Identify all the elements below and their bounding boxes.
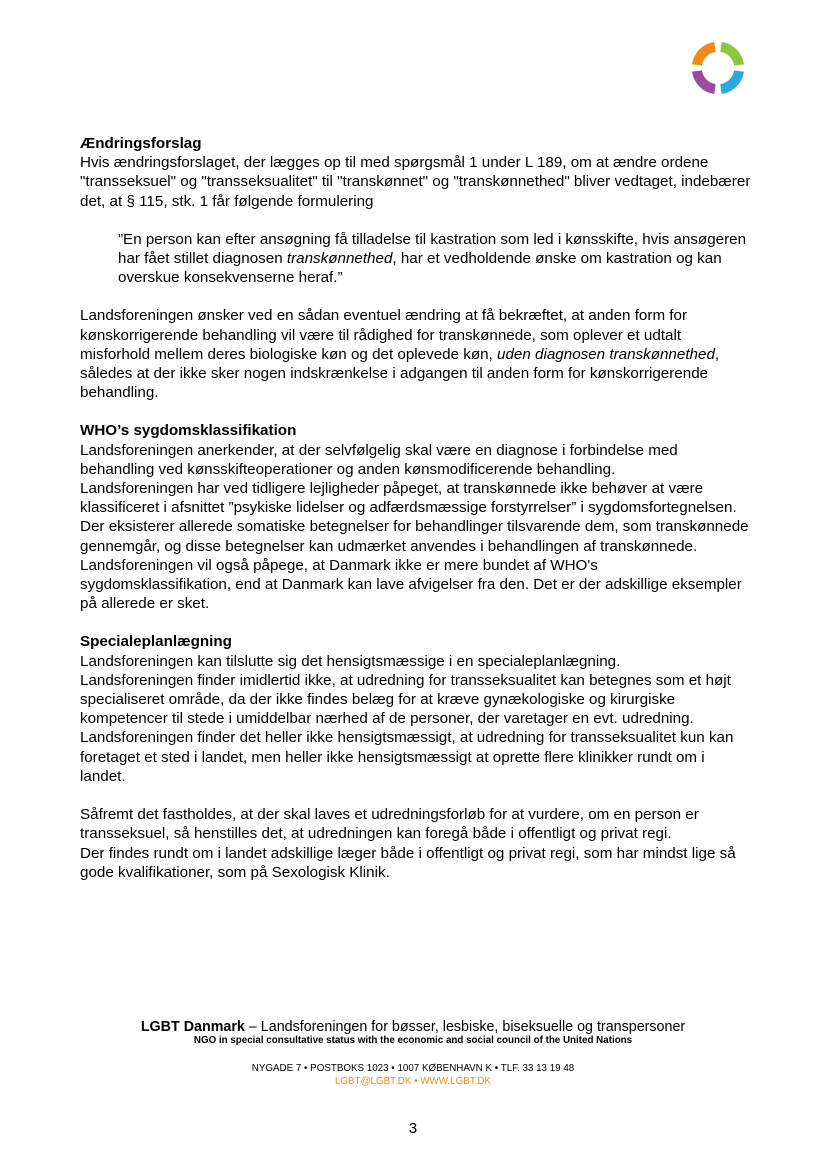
page-number: 3 xyxy=(408,1120,418,1137)
footer-separator: • xyxy=(411,1076,421,1087)
paragraph: Landsforeningen anerkender, at der selvfølgelig skal være en diagnose i forbindelse med behandling ved kønsskifteoperationer og anden kønsmodificerende behandling. xyxy=(80,441,678,478)
paragraph: Landsforeningen finder imidlertid ikke, at udredning for transseksualitet kan betegnes som et højt specialiseret område, da der ikke findes belæg for at kræve gynækologiske og kirurgiske kompetencer til stede i umiddelbar nærhed af de personer, der varetager en evt. udredning. xyxy=(80,671,731,728)
footer-address: NYGADE 7 • POSTBOKS 1023 • 1007 KØBENHAVN K • TLF. 33 13 19 48 xyxy=(251,1063,575,1074)
paragraph xyxy=(80,306,752,402)
footer-ngo-status: NGO in special consultative status with the economic and social council of the United Nations xyxy=(193,1035,633,1046)
heading-who: WHO’s sygdomsklassifikation xyxy=(80,422,297,440)
paragraph: Såfremt det fastholdes, at der skal laves et udredningsforløb for at vurdere, om en person er transseksuel, så henstilles det, at udredningen kan foregå både i offentligt og privat regi. xyxy=(80,806,699,843)
footer-web-link[interactable]: WWW.LGBT.DK xyxy=(420,1076,491,1087)
footer-org-name: LGBT Danmark xyxy=(140,1019,245,1035)
footer-org-description: – Landsforeningen for bøsser, lesbiske, biseksuelle og transpersoner xyxy=(244,1019,686,1035)
paragraph: Hvis ændringsforslaget, der lægges op til med spørgsmål 1 under L 189, om at ændre ordene "transseksuel" og "transseksualitet" til "transkønnet" og "transkønnethed" bliver vedtaget, indebærer det, at § 115, stk. 1 får følgende formulering xyxy=(80,154,751,210)
paragraph: Der findes rundt om i landet adskillige læger både i offentligt og privat regi, som har mindst lige så gode kvalifikationer, som på Sexologisk Klinik. xyxy=(80,844,736,881)
text: , således at der ikke sker nogen indskrænkelse i adgangen til anden form for kønskorrigerende behandling. xyxy=(80,345,720,402)
footer-contact xyxy=(0,1075,826,1088)
document-body xyxy=(80,134,752,882)
lgbt-danmark-logo xyxy=(688,38,748,98)
paragraph: Landsforeningen har ved tidligere lejligheder påpeget, at transkønnede ikke behøver at være klassificeret i afsnittet ”psykiske lidelser og adfærdsmæssige forstyrrelser” i sygdomsfortegnelsen. Der eksisterer allerede somatiske betegnelser for behandlinger tilsvarende dem, som transkønnede gennemgår, og disse betegnelser kan udmærket anvendes i behandlingen af transkønnede. xyxy=(80,480,749,555)
paragraph: Landsforeningen vil også påpege, at Danmark ikke er mere bundet af WHO's sygdomsklassifikation, end at Danmark kan lave afvigelser fra den. Det er der adskillige eksempler på allerede er sket. xyxy=(80,556,742,613)
logo-arc-orange xyxy=(697,47,715,65)
quoted-formulation xyxy=(118,230,752,288)
italic-text: uden diagnosen transkønnethed xyxy=(497,345,715,363)
quote-text: ”En person kan efter ansøgning få tilladelse til kastration som led i kønsskifte, hvis ansøgeren har fået stillet diagnosen xyxy=(118,230,747,268)
logo-arc-purple xyxy=(697,71,715,89)
heading-aendringsforslag: Ændringsforslag xyxy=(80,135,202,152)
quote-italic: transkønnethed xyxy=(286,250,393,268)
logo-arc-blue xyxy=(721,71,739,89)
heading-specialeplanlaegning: Specialeplanlægning xyxy=(80,633,232,651)
quote-text: , har et vedholdende ønske om kastration og kan overskue konsekvenserne heraf.” xyxy=(118,250,722,287)
paragraph: Landsforeningen finder det heller ikke hensigtsmæssigt, at udredning for transseksualitet kun kan foretaget et sted i landet, men heller ikke hensigtsmæssigt at oprette flere klinikker rundt om i landet. xyxy=(80,729,734,785)
paragraph: Landsforeningen kan tilslutte sig det hensigtsmæssige i en specialeplanlægning. xyxy=(80,652,621,670)
text: Landsforeningen ønsker ved en sådan eventuel ændring at få bekræftet, at anden form for kønskorrigerende behandling vil være til rådighed for transkønnede, som oplever et udtalt misforhold mellem deres biologiske køn og det oplevede køn, xyxy=(80,307,688,363)
footer-email-link[interactable]: LGBT@LGBT.DK xyxy=(334,1076,412,1087)
logo-arc-green xyxy=(721,47,739,65)
